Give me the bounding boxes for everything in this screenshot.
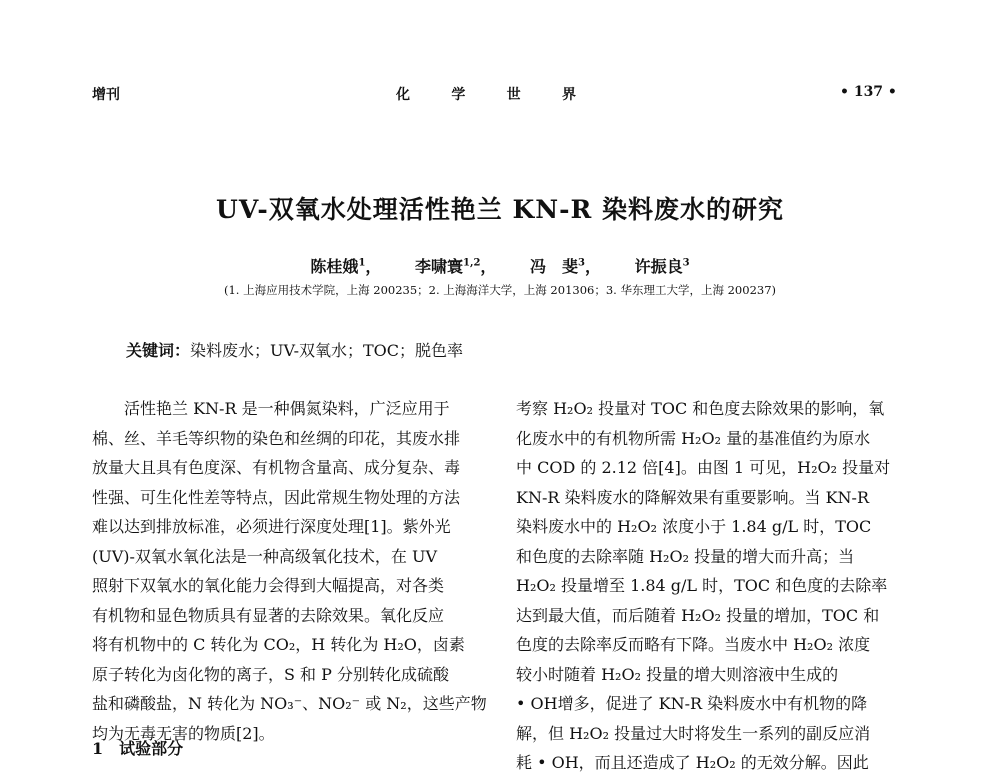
- author-affil-ref: 1,2: [463, 257, 481, 269]
- text-line: 放量大且具有色度深、有机物含量高、成分复杂、毒: [92, 458, 461, 477]
- text-line: 较小时随着 H₂O₂ 投量的增大则溶液中生成的: [516, 664, 839, 684]
- text-line: 难以达到排放标准，必须进行深度处理[1]。紫外光: [92, 517, 451, 536]
- text-line: H₂O₂ 投量增至 1.84 g/L 时，TOC 和色度的去除率: [516, 576, 888, 595]
- author-list: [0, 254, 1000, 277]
- journal-name-char: 世: [506, 87, 521, 103]
- text-line: 均为无毒无害的物质[2]。: [92, 723, 275, 743]
- section-heading: 1 试验部分: [92, 739, 184, 758]
- keywords-label: 关键词：: [126, 341, 191, 360]
- author-name: 许振良: [634, 257, 683, 276]
- affiliations: (1. 上海应用技术学院，上海 200235；2. 上海海洋大学，上海 201306；3. 华东理工大学，上海 200237): [223, 283, 777, 297]
- header-journal-name: [396, 84, 576, 104]
- text-line: 染料废水中的 H₂O₂ 浓度小于 1.84 g/L 时，TOC: [516, 517, 872, 536]
- text-line: • OH增多，促进了 KN-R 染料废水中有机物的降: [516, 694, 868, 713]
- author: [415, 257, 496, 276]
- right-column: [516, 394, 918, 778]
- text-line: 照射下双氧水的氧化能力会得到大幅提高，对各类: [92, 576, 445, 595]
- author: [310, 257, 381, 276]
- text-line: 色度的去除率反而略有下降。当废水中 H₂O₂ 浓度: [516, 635, 871, 654]
- author-name: 李啸寰: [415, 257, 464, 276]
- author-separator: ，: [480, 257, 497, 276]
- text-line: 耗 • OH，而且还造成了 H₂O₂ 的无效分解。因此: [516, 753, 869, 772]
- author-separator: ，: [365, 257, 382, 276]
- header-supplement-label: 增刊: [92, 87, 120, 103]
- text-line: 有机物和显色物质具有显著的去除效果。氧化反应: [92, 605, 445, 625]
- author-affil-ref: 3: [578, 257, 585, 269]
- journal-name-char: 化: [396, 87, 410, 103]
- journal-name-char: 学: [451, 87, 466, 103]
- author-name: 陈桂娥: [310, 257, 359, 276]
- author-affil-ref: 1: [358, 257, 366, 269]
- journal-name-char: 界: [561, 87, 576, 103]
- text-line: 中 COD 的 2.12 倍[4]。由图 1 可见，H₂O₂ 投量对: [516, 458, 891, 477]
- author: [635, 257, 690, 276]
- text-line: 棉、丝、羊毛等织物的染色和丝绸的印花，其废水排: [92, 428, 461, 448]
- text-line: 性强、可生化性差等特点，因此常规生物处理的方法: [92, 487, 461, 507]
- text-line: 原子转化为卤化物的离子，S 和 P 分别转化成硫酸: [92, 664, 449, 684]
- author-separator: ，: [585, 257, 602, 276]
- text-line: 将有机物中的 C 转化为 CO₂，H 转化为 H₂O，卤素: [92, 635, 465, 654]
- text-line: 活性艳兰 KN-R 是一种偶氮染料，广泛应用于: [92, 399, 450, 418]
- header-page-number: • 137 •: [840, 84, 897, 100]
- text-line: (UV)-双氧水氧化法是一种高级氧化技术，在 UV: [92, 546, 438, 566]
- keywords-text: 染料废水；UV-双氧水；TOC；脱色率: [190, 341, 464, 360]
- keywords: [126, 338, 463, 361]
- left-column: [92, 394, 494, 748]
- text-line: 化废水中的有机物所需 H₂O₂ 量的基准值约为原水: [516, 428, 871, 448]
- text-line: 解，但 H₂O₂ 投量过大时将发生一系列的副反应消: [516, 723, 871, 743]
- text-line: 达到最大值，而后随着 H₂O₂ 投量的增加，TOC 和: [516, 605, 880, 625]
- paper-title: UV-双氧水处理活性艳兰 KN-R 染料废水的研究: [216, 195, 784, 224]
- text-line: 和色度的去除率随 H₂O₂ 投量的增大而升高；当: [516, 546, 855, 566]
- text-line: KN-R 染料废水的降解效果有重要影响。当 KN-R: [516, 487, 869, 507]
- author-name: 冯 斐: [530, 257, 579, 276]
- author: [530, 257, 601, 276]
- text-line: 考察 H₂O₂ 投量对 TOC 和色度去除效果的影响，氧: [516, 399, 885, 418]
- running-header: [0, 84, 1000, 108]
- text-line: 盐和磷酸盐，N 转化为 NO₃⁻、NO₂⁻ 或 N₂，这些产物: [92, 694, 487, 713]
- author-affil-ref: 3: [682, 257, 690, 269]
